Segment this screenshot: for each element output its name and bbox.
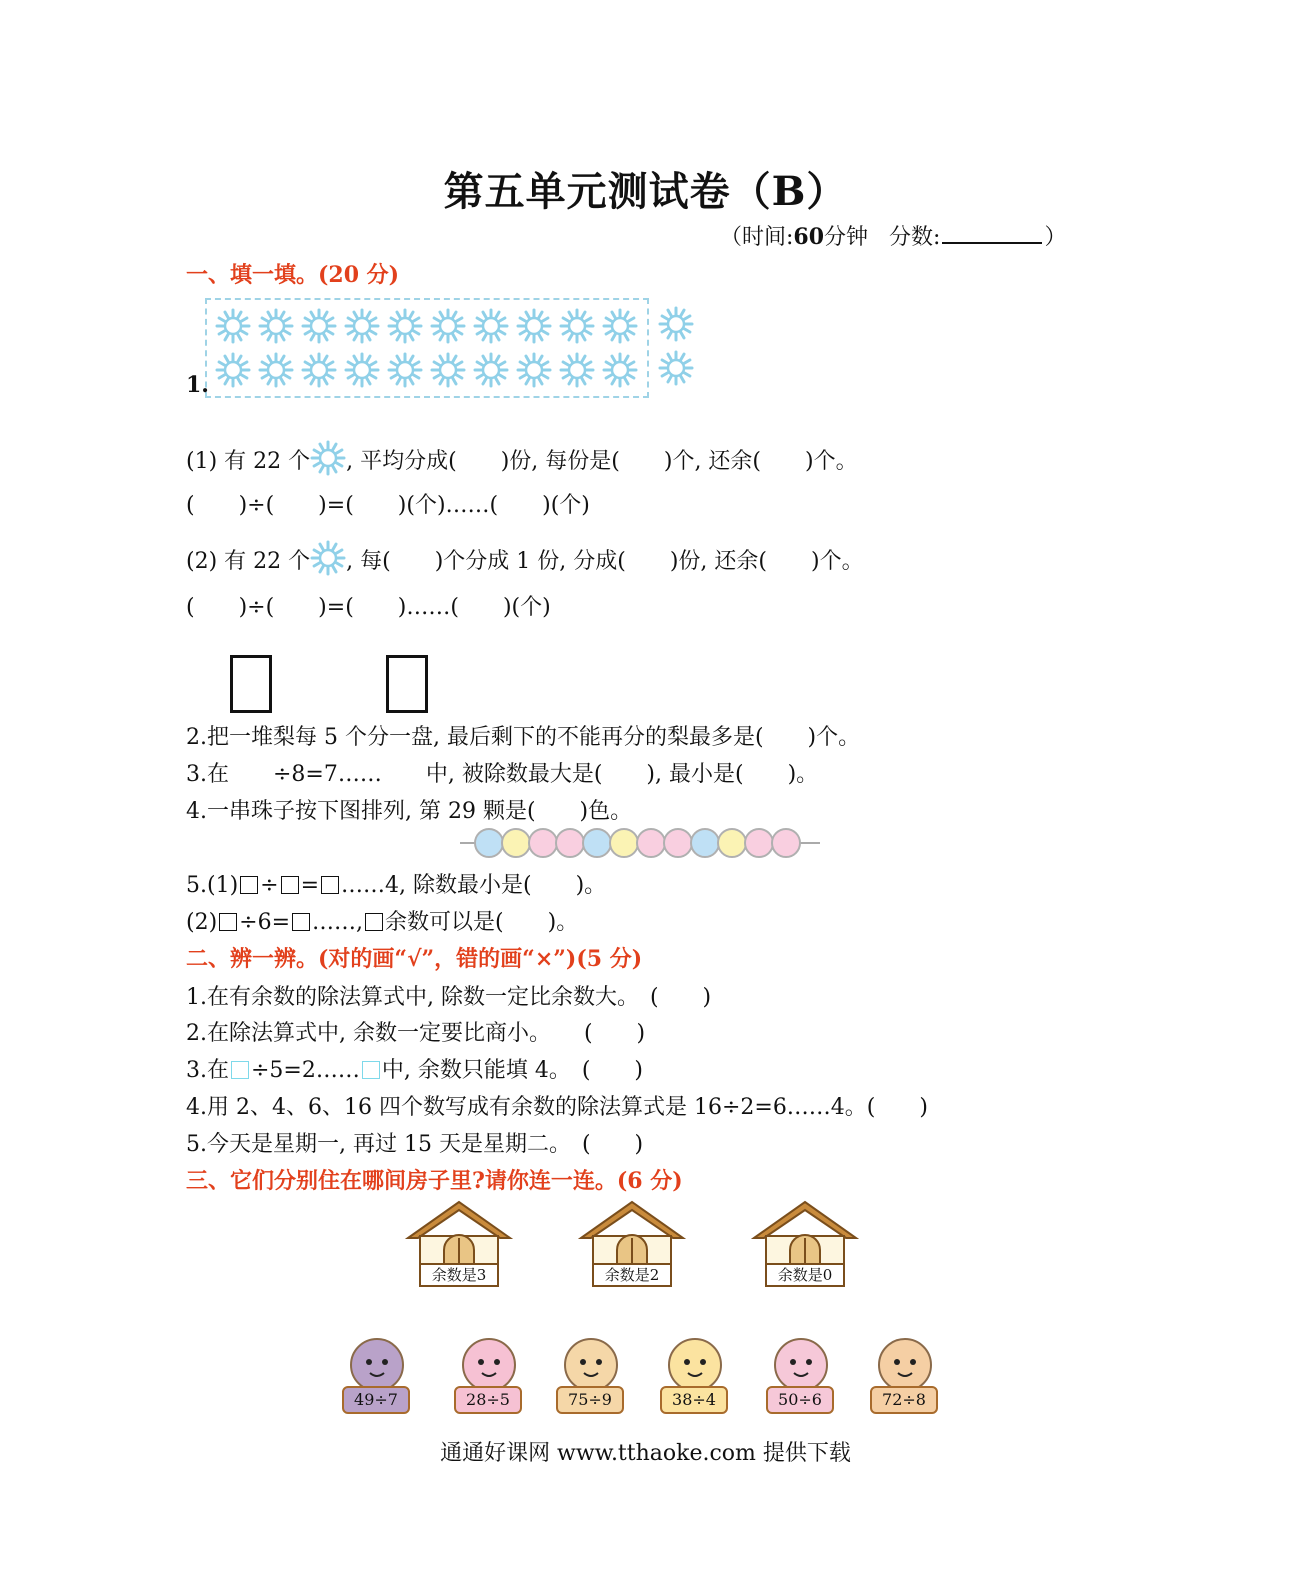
- square-blank[interactable]: [231, 1061, 249, 1079]
- square-blank[interactable]: [292, 913, 310, 931]
- score-blank[interactable]: [942, 242, 1042, 244]
- divide-sign: ÷: [260, 873, 279, 898]
- chicken-icon: [462, 1338, 516, 1392]
- sun-grid: [205, 298, 649, 398]
- sun-icon: [301, 352, 337, 388]
- q5-part2-dots: ……,: [312, 910, 364, 935]
- animal-expression: 75÷9: [556, 1386, 624, 1414]
- sun-icon: [387, 308, 423, 344]
- q1-part1-equation: ( )÷( )=( )(个)……( )(个): [186, 493, 590, 518]
- house[interactable]: [404, 1198, 514, 1290]
- sheep-icon: [774, 1338, 828, 1392]
- animal-monkey[interactable]: [866, 1334, 942, 1414]
- footer-note: 通通好课网 www.tthaoke.com 提供下载: [440, 1441, 851, 1466]
- sun-icon: [344, 352, 380, 388]
- bead: [501, 828, 531, 858]
- section-1-heading: 一、填一填。(20 分): [186, 262, 400, 288]
- bead: [744, 828, 774, 858]
- sun-icon: [310, 440, 346, 470]
- horse-icon: [564, 1338, 618, 1392]
- bead: [474, 828, 504, 858]
- q5-part1: [186, 868, 606, 899]
- answer-box[interactable]: [230, 655, 272, 713]
- q2: 2.把一堆梨每 5 个分一盘, 最后剩下的不能再分的梨最多是( )个。: [186, 725, 861, 750]
- section-2-heading: 二、辨一辨。(对的画“√”，错的画“×”)(5 分): [186, 946, 643, 972]
- animal-dog[interactable]: [656, 1334, 732, 1414]
- q5-part2-rest: 余数可以是( )。: [385, 910, 579, 935]
- section-3-heading: 三、它们分别住在哪间房子里?请你连一连。(6 分): [186, 1168, 683, 1194]
- square-blank[interactable]: [365, 913, 383, 931]
- time-value: 60: [793, 224, 825, 250]
- animal-bird[interactable]: [338, 1334, 414, 1414]
- q1-number: 1.: [186, 372, 209, 398]
- q1-part2-lead: (2) 有 22 个: [186, 549, 311, 574]
- animal-expression: 50÷6: [766, 1386, 834, 1414]
- judge3-lead: 3.在: [186, 1058, 229, 1083]
- square-blank[interactable]: [281, 876, 299, 894]
- sun-icon: [516, 308, 552, 344]
- sun-icon: [344, 308, 380, 344]
- judge-item: 1.在有余数的除法算式中, 除数一定比余数大。 ( ): [186, 985, 712, 1010]
- q5-part1-lead: 5.(1): [186, 873, 239, 898]
- sun-icon: [602, 308, 638, 344]
- animal-expression: 28÷5: [454, 1386, 522, 1414]
- dog-icon: [668, 1338, 722, 1392]
- meta-right: ）: [1044, 225, 1067, 250]
- sun-icon: [559, 352, 595, 388]
- sun-icon: [430, 352, 466, 388]
- house[interactable]: [577, 1198, 687, 1290]
- house-label: 余数是0: [777, 1266, 833, 1284]
- animal-chicken[interactable]: [450, 1334, 526, 1414]
- meta-left: （时间:: [720, 225, 794, 250]
- sun-icon: [258, 352, 294, 388]
- q3: 3.在 ÷8=7…… 中, 被除数最大是( ), 最小是( )。: [186, 762, 819, 787]
- house[interactable]: [750, 1198, 860, 1290]
- bead-string: [460, 826, 820, 858]
- q1-part1: [186, 440, 858, 475]
- bead: [636, 828, 666, 858]
- q5-part2-mid: ÷6=: [239, 910, 291, 935]
- q1-part1-rest: , 平均分成( )份, 每份是( )个, 还余( )个。: [346, 449, 858, 474]
- sun-icon: [602, 352, 638, 388]
- sun-icon: [215, 308, 251, 344]
- judge-item: [186, 1053, 643, 1084]
- bead: [717, 828, 747, 858]
- judge-item: 2.在除法算式中, 余数一定要比商小。 ( ): [186, 1021, 646, 1046]
- q1-part2: [186, 540, 864, 575]
- bead: [528, 828, 558, 858]
- square-blank[interactable]: [219, 913, 237, 931]
- sun-icon: [430, 308, 466, 344]
- bird-icon: [350, 1338, 404, 1392]
- judge3-rest: 中, 余数只能填 4。 ( ): [381, 1058, 644, 1083]
- sun-icon: [516, 352, 552, 388]
- animal-horse[interactable]: [552, 1334, 628, 1414]
- sun-icon: [215, 352, 251, 388]
- bead: [555, 828, 585, 858]
- q5-part1-rest: ……4, 除数最小是( )。: [341, 873, 607, 898]
- q5-part2-lead: (2): [186, 910, 218, 935]
- q5-part2: [186, 905, 578, 936]
- sun-icon: [310, 540, 346, 570]
- time-unit: 分钟: [824, 225, 869, 250]
- equals-sign: =: [300, 873, 320, 898]
- answer-box[interactable]: [386, 655, 428, 713]
- animal-expression: 49÷7: [342, 1386, 410, 1414]
- square-blank[interactable]: [240, 876, 258, 894]
- square-blank[interactable]: [321, 876, 339, 894]
- q4: 4.一串珠子按下图排列, 第 29 颗是( )色。: [186, 799, 633, 824]
- page-title: 第五单元测试卷（B）: [443, 168, 848, 215]
- bead: [582, 828, 612, 858]
- sun-icon: [258, 308, 294, 344]
- monkey-icon: [878, 1338, 932, 1392]
- sun-icon: [301, 308, 337, 344]
- sun-icon: [387, 352, 423, 388]
- bead: [663, 828, 693, 858]
- bead: [690, 828, 720, 858]
- q1-part2-rest: , 每( )个分成 1 份, 分成( )份, 还余( )个。: [346, 549, 864, 574]
- judge3-mid: ÷5=2……: [251, 1058, 360, 1083]
- animal-expression: 72÷8: [870, 1386, 938, 1414]
- exam-meta: [720, 220, 1066, 251]
- bead: [609, 828, 639, 858]
- house-label: 余数是2: [604, 1266, 660, 1284]
- house-label: 余数是3: [431, 1266, 487, 1284]
- bead: [771, 828, 801, 858]
- animal-expression: 38÷4: [660, 1386, 728, 1414]
- judge-item: 4.用 2、4、6、16 四个数写成有余数的除法算式是 16÷2=6……4。( ): [186, 1095, 928, 1120]
- q1-part1-lead: (1) 有 22 个: [186, 449, 311, 474]
- judge-item: 5.今天是星期一, 再过 15 天是星期二。 ( ): [186, 1132, 644, 1157]
- animal-sheep[interactable]: [762, 1334, 838, 1414]
- square-blank[interactable]: [362, 1061, 380, 1079]
- score-label: 分数:: [889, 225, 941, 250]
- q1-part2-equation: ( )÷( )=( )……( )(个): [186, 595, 551, 620]
- sun-icon: [473, 308, 509, 344]
- sun-icon: [473, 352, 509, 388]
- sun-icon: [658, 350, 694, 386]
- sun-icon: [559, 308, 595, 344]
- sun-icon: [658, 306, 694, 342]
